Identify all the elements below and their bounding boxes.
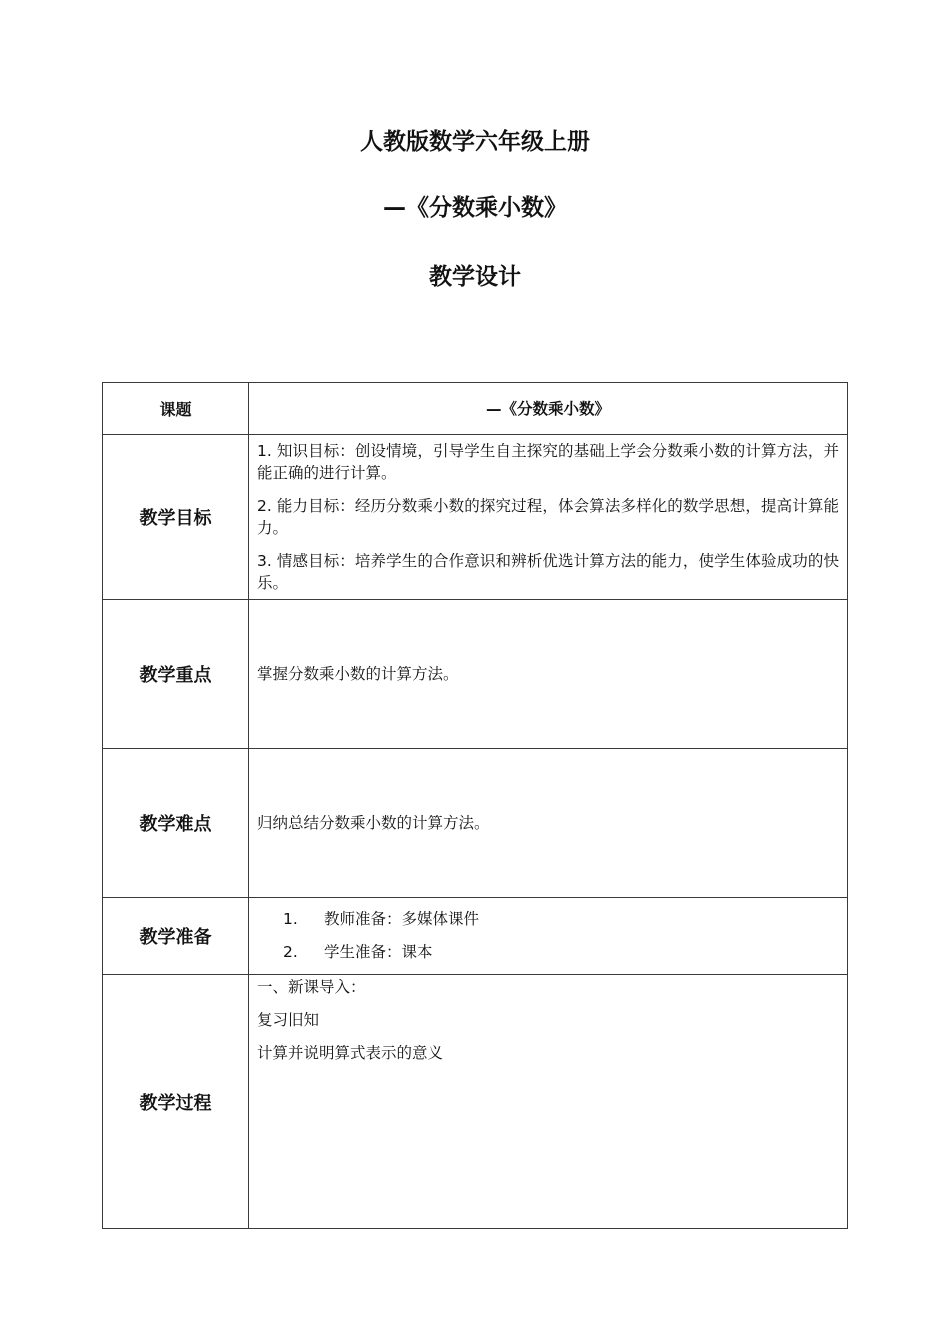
preparation-content <box>249 898 848 975</box>
process-line: 一、新课导入： <box>257 978 366 996</box>
difficulty-value: 归纳总结分数乘小数的计算方法。 <box>249 749 848 898</box>
row-difficulty <box>103 749 848 898</box>
lesson-title: —《分数乘小数》 <box>383 195 567 221</box>
objectives-content <box>249 435 848 600</box>
preparation-item-text: 学生准备：课本 <box>324 943 433 961</box>
row-preparation <box>103 898 848 975</box>
process-line: 计算并说明算式表示的意义 <box>257 1044 444 1062</box>
objective-item: 3. 情感目标：培养学生的合作意识和辨析优选计算方法的能力，使学生体验成功的快乐。 <box>257 552 839 592</box>
topic-value: —《分数乘小数》 <box>249 383 848 435</box>
row-topic <box>103 383 848 435</box>
preparation-item-number: 1. <box>283 910 298 928</box>
difficulty-label: 教学难点 <box>103 749 249 898</box>
lesson-plan-table <box>102 382 848 1229</box>
preparation-item-number: 2. <box>283 943 298 961</box>
row-objectives <box>103 435 848 600</box>
process-label: 教学过程 <box>103 975 249 1229</box>
preparation-item-text: 教师准备：多媒体课件 <box>324 910 480 928</box>
document-title: 人教版数学六年级上册 <box>360 129 590 155</box>
key-point-label: 教学重点 <box>103 600 249 749</box>
objectives-label: 教学目标 <box>103 435 249 600</box>
topic-label: 课题 <box>103 383 249 435</box>
row-process <box>103 975 848 1229</box>
row-key-point <box>103 600 848 749</box>
key-point-value: 掌握分数乘小数的计算方法。 <box>249 600 848 749</box>
objective-item: 1. 知识目标：创设情境，引导学生自主探究的基础上学会分数乘小数的计算方法，并能正确的进行计算。 <box>257 442 839 482</box>
objective-item: 2. 能力目标：经历分数乘小数的探究过程，体会算法多样化的数学思想，提高计算能力。 <box>257 497 839 537</box>
preparation-label: 教学准备 <box>103 898 249 975</box>
process-line: 复习旧知 <box>257 1011 320 1029</box>
process-content <box>249 975 848 1229</box>
document-subtitle: 教学设计 <box>429 264 521 290</box>
preparation-item <box>257 936 839 969</box>
preparation-item <box>257 903 839 936</box>
